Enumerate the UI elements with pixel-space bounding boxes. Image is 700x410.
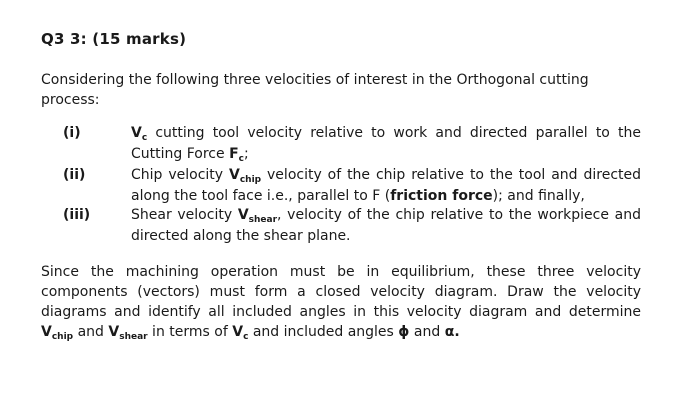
velocity-symbol: V [131, 125, 142, 141]
question-closing-paragraph [41, 262, 641, 344]
item-description: Chip velocity [131, 167, 229, 183]
list-item-shear-velocity [41, 206, 641, 246]
list-item-label: (i) [63, 125, 81, 141]
list-item-text [131, 166, 641, 206]
friction-force-emphasis: friction force [390, 188, 493, 204]
velocity-subscript: shear [248, 215, 278, 225]
force-symbol: F [229, 146, 239, 162]
list-item-chip-velocity [41, 166, 641, 206]
question-document [41, 30, 641, 344]
v-c-subscript: c [243, 332, 249, 342]
item-description-end: ; [243, 146, 249, 162]
v-shear-subscript: shear [119, 332, 148, 342]
closing-period: . [454, 324, 460, 340]
closing-text: in terms of [147, 324, 233, 340]
v-c-symbol: V [232, 324, 244, 340]
list-item-cutting-velocity [41, 124, 641, 166]
item-description-end: , velocity of the chip relative to the workpiece and directed along the shear plane. [131, 207, 641, 244]
closing-text: and [73, 324, 109, 340]
velocity-symbol: V [228, 167, 240, 183]
list-item-label: (iii) [63, 207, 91, 223]
item-description: Shear velocity [131, 207, 238, 223]
alpha-symbol: α [444, 324, 455, 340]
list-item-text [131, 124, 641, 166]
v-chip-symbol: V [41, 324, 52, 340]
velocity-subscript: chip [239, 175, 262, 185]
item-description: cutting tool velocity relative to work and directed parallel to the Cutting Force [131, 125, 641, 162]
item-description-middle: velocity of the chip relative to the tool and directed along the tool face i.e., parallel to F ( [131, 167, 642, 204]
closing-text: and [409, 324, 445, 340]
list-item-text [131, 206, 641, 246]
velocity-list [41, 124, 641, 246]
force-subscript: c [238, 154, 244, 164]
question-heading: Q3 3: (15 marks) [41, 30, 187, 48]
item-description-end: ); and finally, [492, 188, 585, 204]
velocity-subscript: c [141, 133, 148, 143]
phi-symbol: ϕ [398, 324, 410, 340]
closing-text: and included angles [248, 324, 399, 340]
question-intro: Considering the following three velocities of interest in the Orthogonal cutting process: [41, 72, 589, 108]
velocity-symbol: V [237, 207, 249, 223]
closing-text: Since the machining operation must be in equilibrium, these three velocity components (vectors) must form a closed velocity diagram. Draw the velocity diagrams and identify all included angles in this velocity diagram and determine [41, 264, 641, 320]
v-chip-subscript: chip [51, 332, 74, 342]
v-shear-symbol: V [108, 324, 120, 340]
list-item-label: (ii) [63, 167, 86, 183]
